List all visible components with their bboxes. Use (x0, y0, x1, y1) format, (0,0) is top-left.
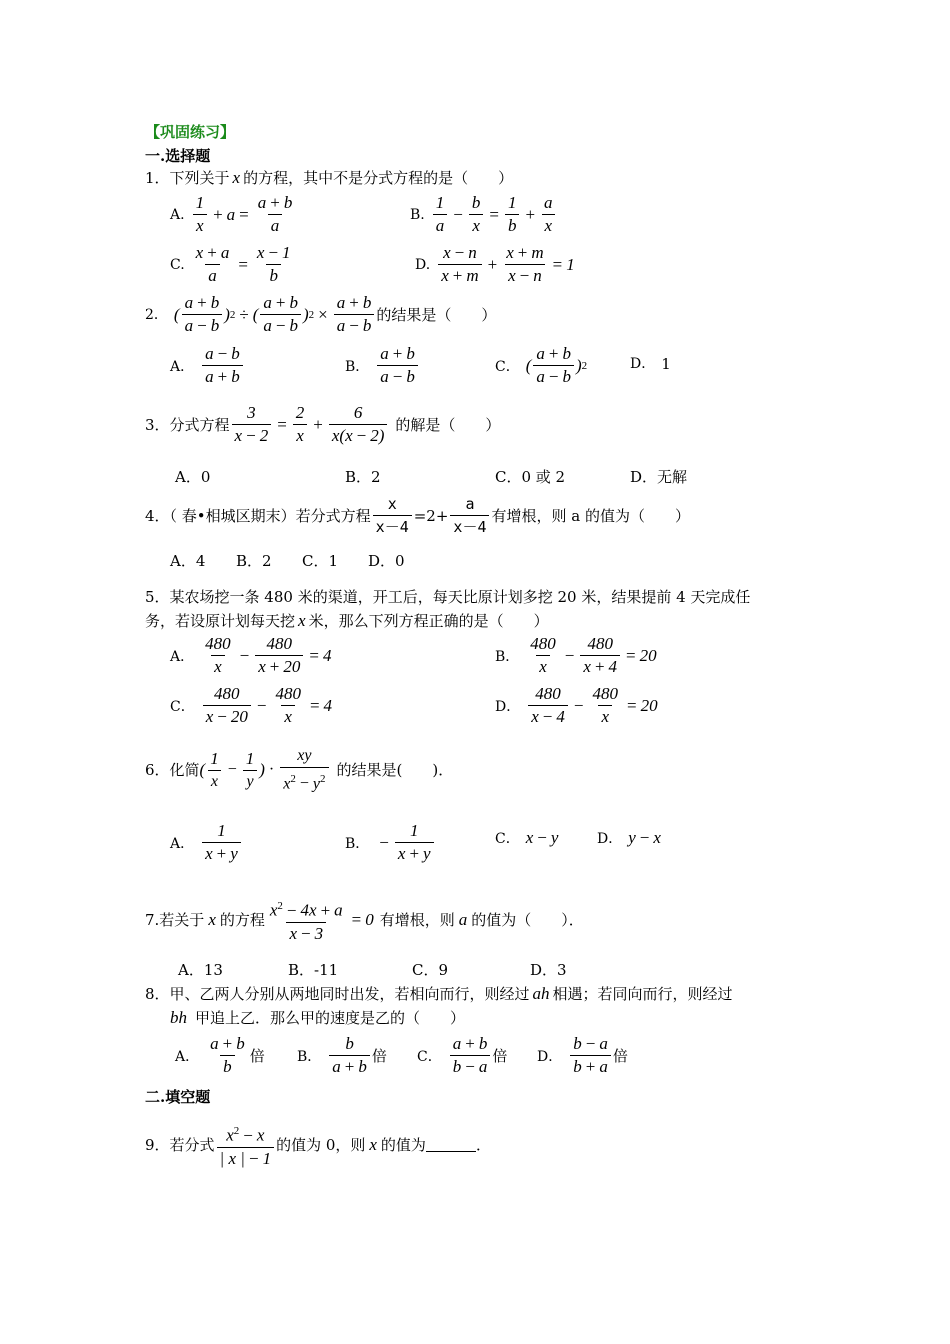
question-6-stem: 6．化简 ( $\frac{1}{x}$ − $\frac{1}{y}$ ) · $\frac{xy}{x^2 - y^2}$ 的结果是( )． (145, 745, 453, 795)
question-7-option-b: B．-11 (288, 961, 339, 979)
question-9-stem: 9．若分式 $\frac{x^2 - x}{| x | - 1}$ 的值为 0，则 x 的值为 ． (145, 1125, 491, 1168)
question-3-stem: 3．分式方程 $\frac{3}{x - 2}$ = $\frac{2}{x}$ + $\frac{6}{x(x - 2)}$ 的解是（ ） (145, 403, 501, 445)
question-4-stem: 4．（ 春•相城区期末）若分式方程 $\frac{x}{x-4}$ =2+ $\frac{a}{x-4}$ 有增根，则 a 的值为（ ） (145, 495, 690, 536)
question-6-option-a: A． $\frac{1}{x + y}$ (170, 820, 243, 865)
question-2-stem: 2． ( $\frac{a + b}{a - b}$ ) 2 ÷ ( $\frac{a + b}{a - b}$ ) 2 × $\frac{a + b}{a - b}$ 的结果是（ ） (145, 293, 497, 335)
question-7-option-a: A．13 (178, 961, 223, 979)
question-2-option-a: A． $\frac{a - b}{a + b}$ (170, 343, 245, 388)
question-1-option-b: B. $\frac{1}{a}$ − $\frac{b}{x}$ = $\frac{1}{b}$ + $\frac{a}{x}$ (410, 192, 558, 237)
question-3-option-b: B．2 (345, 468, 381, 486)
question-7-stem: 7.若关于 x 的方程 $\frac{x^2 - 4x + a}{x - 3}$ = 0 有增根，则 a 的值为（ ）． (145, 900, 584, 943)
question-1-option-c: C. $\frac{x + a}{a}$ = $\frac{x - 1}{b}$ (170, 243, 291, 285)
section-fill-title: 二.填空题 (145, 1088, 211, 1106)
question-5-option-d: D． $\frac{480}{x - 4}$ − $\frac{480}{x}$ = 20 (495, 684, 658, 726)
question-1-option-d: D. $\frac{x - n}{x + m}$ + $\frac{x + m}{x - n}$ = 1 (415, 243, 575, 285)
question-8-line1: 8．甲、乙两人分别从两地同时出发，若相向而行，则经过 ah 相遇；若同向而行，则经过 (145, 984, 733, 1003)
question-8-line2: bh 甲追上乙．那么甲的速度是乙的（ ） (170, 1008, 466, 1027)
question-2-option-c: C． ( $\frac{a + b}{a - b}$ ) 2 (495, 344, 588, 386)
question-4-option-d: D．0 (368, 552, 405, 570)
answer-blank[interactable] (426, 1137, 476, 1152)
question-4-option-b: B．2 (236, 552, 272, 570)
question-3-option-c: C．0 或 2 (495, 468, 566, 486)
question-1-stem: 1．下列关于 x 的方程，其中不是分式方程的是（ ） (145, 168, 514, 187)
question-3-option-d: D．无解 (630, 468, 688, 486)
question-8-option-b: B． $\frac{b}{a + b}$ 倍 (297, 1034, 387, 1076)
question-5-line2: 务，若设原计划每天挖 x 米，那么下列方程正确的是（ ） (145, 611, 549, 630)
question-5-option-b: B． $\frac{480}{x}$ − $\frac{480}{x + 4}$ = 20 (495, 634, 657, 676)
question-5-option-a: A． $\frac{480}{x}$ − $\frac{480}{x + 20}$ = 4 (170, 634, 332, 676)
question-8-option-d: D． $\frac{b - a}{b + a}$ 倍 (537, 1034, 628, 1076)
question-5-line1: 5．某农场挖一条 480 米的渠道，开工后，每天比原计划多挖 20 米，结果提前 4 天完成任 (145, 588, 751, 606)
question-5-option-c: C． $\frac{480}{x - 20}$ − $\frac{480}{x}$ = 4 (170, 684, 333, 726)
question-4-option-a: A．4 (170, 552, 206, 570)
question-2-option-d: D． 1 (630, 355, 671, 373)
question-4-option-c: C．1 (302, 552, 339, 570)
question-1-option-a: A. $\frac{1}{x}$ + a = $\frac{a + b}{a}$ (170, 193, 293, 235)
question-7-option-c: C．9 (412, 961, 449, 979)
question-8-option-a: A． $\frac{a + b}{b}$ 倍 (175, 1034, 265, 1076)
question-3-option-a: A．0 (175, 468, 211, 486)
question-6-option-d: D． y − x (597, 828, 661, 847)
question-2-option-b: B． $\frac{a + b}{a - b}$ (345, 343, 420, 388)
section-heading: 【巩固练习】 (145, 123, 236, 141)
question-6-option-c: C． x − y (495, 828, 559, 847)
section-choice-title: 一.选择题 (145, 147, 211, 165)
question-8-option-c: C． $\frac{a + b}{b - a}$ 倍 (417, 1034, 508, 1076)
question-6-option-b: B． − $\frac{1}{x + y}$ (345, 820, 436, 865)
question-7-option-d: D．3 (530, 961, 567, 979)
